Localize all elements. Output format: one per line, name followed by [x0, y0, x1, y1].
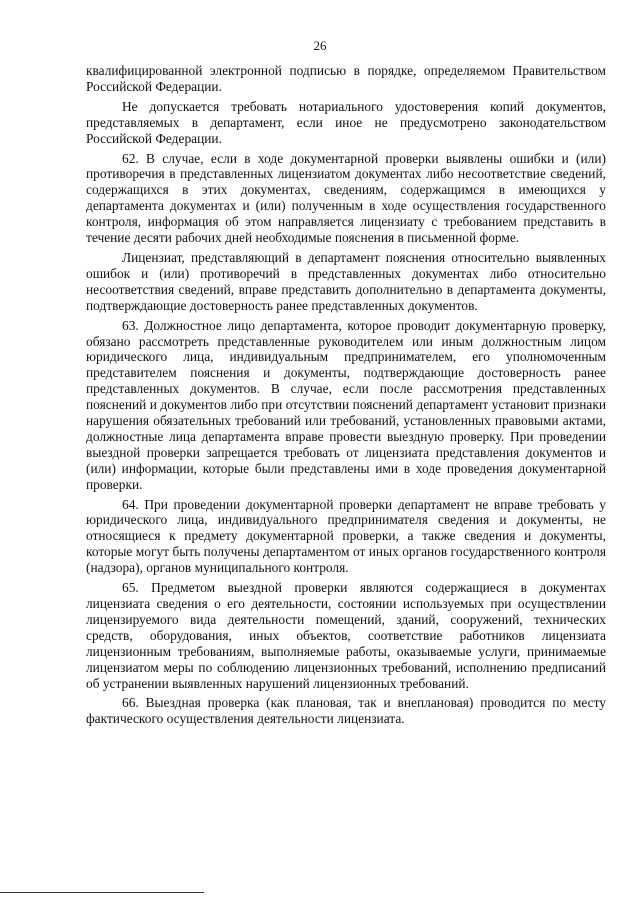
paragraph-licensee-explanations: Лицензиат, представляющий в департамент пояснения относительно выявленных ошибок и (или) противоречий в представленных документах либо относительно несоответствия сведений, вправе представить дополнительно в департамента документы, подтверждающие достоверность ранее представленных документов.: [86, 249, 606, 313]
paragraph-continuation: квалифицированной электронной подписью в порядке, определяемом Правительством Российской Федерации.: [86, 63, 606, 94]
paragraph-63: 63. Должностное лицо департамента, которое проводит документарную проверку, обязано рассмотреть представленные руководителем или иным должностным лицом юридического лица, индивидуальным предпринимателем, его уполномоченным представителем пояснения и документы, подтверждающие достоверность ранее представленных документов. В случае, если после рассмотрения представленных пояснений и документов либо при отсутствии пояснений департамент установит признаки нарушения обязательных требований или требований, установленных правовыми актами, должностные лица департамента вправе провести выездную проверку. При проведении выездной проверки запрещается требовать от лицензиата представления документов и (или) информации, которые были представлены ими в ходе проведения документарной проверки.: [86, 317, 606, 492]
document-body: [86, 63, 606, 727]
paragraph-66: 66. Выездная проверка (как плановая, так и внеплановая) проводится по месту фактического осуществления деятельности лицензиата.: [86, 695, 606, 727]
paragraph-65: 65. Предметом выездной проверки являются содержащиеся в документах лицензиата сведения о его деятельности, состоянии используемых при осуществлении лицензируемого вида деятельности помещений, зданий, сооружений, технических средств, оборудования, иных объектов, соответствие работников лицензиата лицензионным требованиям, выполняемые работы, оказываемые услуги, принимаемые лицензиатом меры по соблюдению лицензионных требований, исполнению предписаний об устранении выявленных нарушений лицензионных требований.: [86, 580, 606, 691]
page-number: 26: [313, 38, 327, 53]
paragraph-notary: Не допускается требовать нотариального удостоверения копий документов, представляемых в департамент, если иное не предусмотрено законодательством Российской Федерации.: [86, 98, 606, 146]
footnote-divider: [0, 892, 204, 893]
paragraph-64: 64. При проведении документарной проверки департамент не вправе требовать у юридического лица, индивидуального предпринимателя сведения и документы, не относящиеся к предмету документарной проверки, а также сведения и документы, которые могут быть получены департаментом от иных органов государственного контроля (надзора), органов муниципального контроля.: [86, 496, 606, 576]
paragraph-62: 62. В случае, если в ходе документарной проверки выявлены ошибки и (или) противоречия в представленных лицензиатом документах либо несоответствие сведений, содержащихся в этих документах, сведениям, содержащимся в имеющихся у департамента документах и (или) полученным в ходе осуществления государственного контроля, информация об этом направляется лицензиату с требованием представить в течение десяти рабочих дней необходимые пояснения в письменной форме.: [86, 150, 606, 246]
